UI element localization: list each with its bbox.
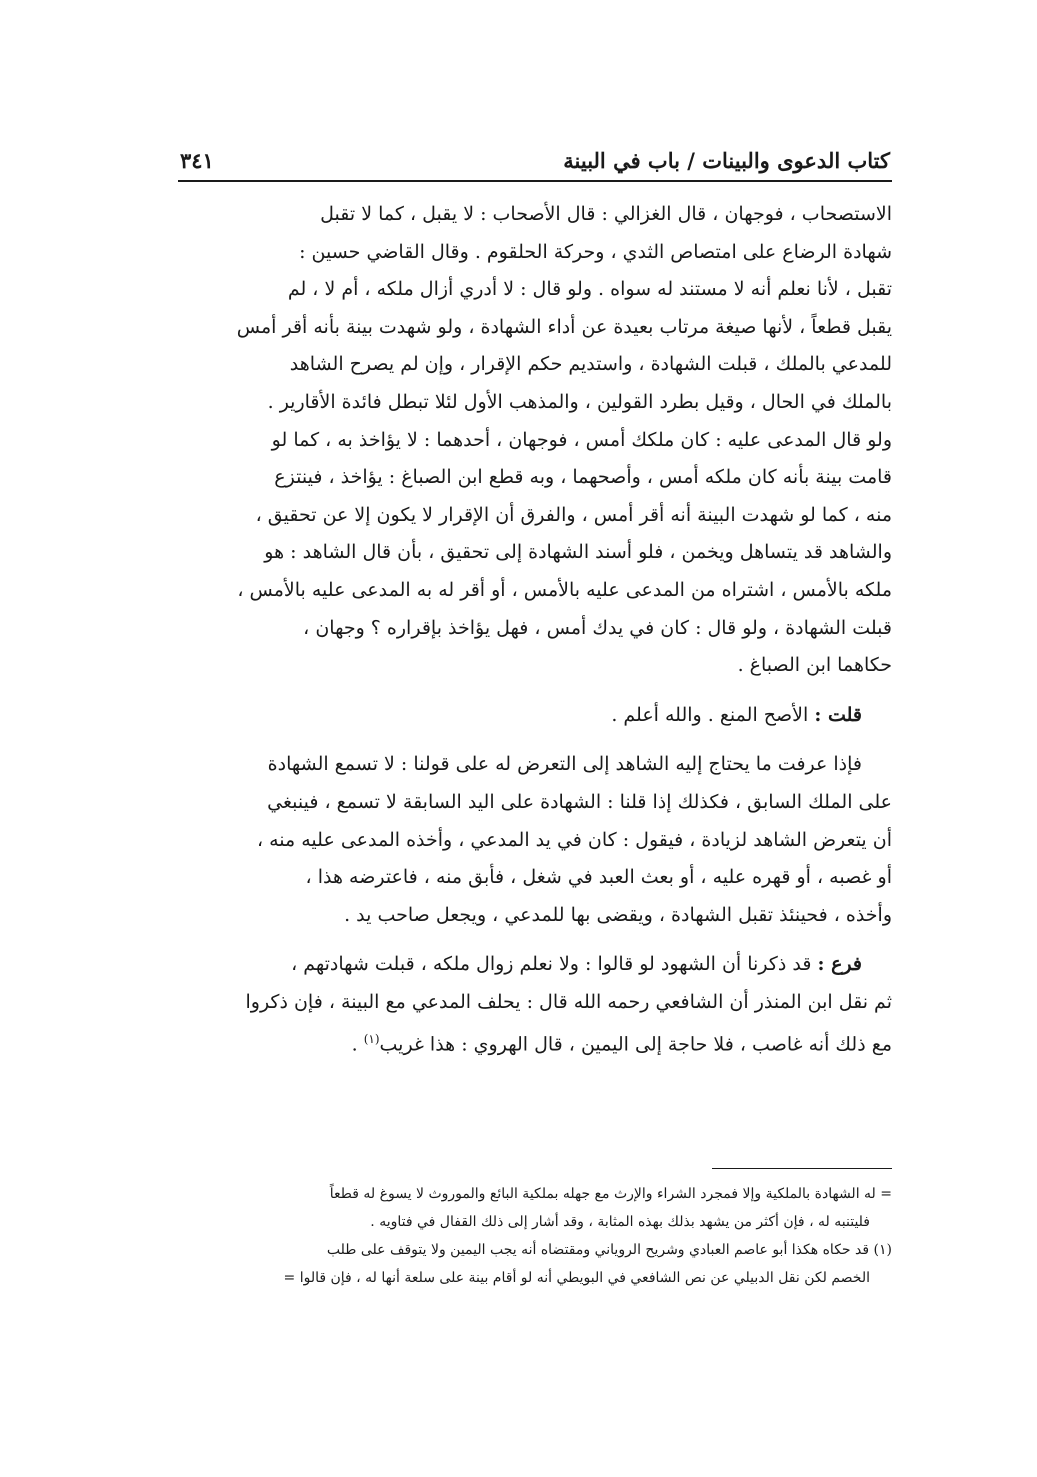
text-line	[178, 946, 892, 984]
paragraph-1	[178, 196, 892, 685]
last-line-end: .	[351, 1033, 364, 1056]
footnote-line: (١) قد حكاه هكذا أبو عاصم العبادي وشريح الروياني ومقتضاه أنه يجب اليمين ولا يتوقف على طلب	[326, 1242, 892, 1258]
chapter-title: كتاب الدعوى والبينات / باب في البينة	[563, 147, 890, 173]
last-line-text: مع ذلك أنه غاصب ، فلا حاجة إلى اليمين ، قال الهروي : هذا غريب	[379, 1033, 892, 1056]
text-line: أو غصبه ، أو قهره عليه ، أو بعث العبد في شغل ، فأبق منه ، فاعترضه هذا ،	[305, 866, 892, 889]
header-divider	[178, 180, 892, 182]
text-line: أن يتعرض الشاهد لزيادة ، فيقول : كان في يد المدعي ، وأخذه المدعى عليه منه ،	[256, 828, 892, 851]
text-line: ولو قال المدعى عليه : كان ملكك أمس ، فوجهان ، أحدهما : لا يؤاخذ به ، كما لو	[271, 428, 892, 451]
main-text	[178, 196, 892, 1064]
text-line: يقبل قطعاً ، لأنها صيغة مرتاب بعيدة عن أداء الشهادة ، ولو شهدت بينة بأنه أقر أمس	[236, 315, 892, 338]
text-line: وأخذه ، فحينئذ تقبل الشهادة ، ويقضى بها للمدعي ، ويجعل صاحب يد .	[344, 903, 892, 926]
qult-label: قلت :	[814, 703, 862, 726]
text-line: قامت بينة بأنه كان ملكه أمس ، وأصحهما ، وبه قطع ابن الصباغ : يؤاخذ ، فينتزع	[274, 466, 892, 489]
footnote-ref[interactable]: (١)	[363, 1032, 380, 1047]
text-line: منه ، كما لو شهدت البينة أنه أقر أمس ، والفرق أن الإقرار لا يكون إلا عن تحقيق ،	[255, 503, 892, 526]
far-label: فرع :	[817, 953, 862, 976]
text-line: حكاهما ابن الصباغ .	[737, 654, 892, 677]
paragraph-gap	[178, 734, 892, 746]
text-line: ثم نقل ابن المنذر أن الشافعي رحمه الله قال : يحلف المدعي مع البينة ، فإن ذكروا	[245, 990, 892, 1013]
paragraph-qult	[178, 697, 892, 735]
page-number: ٣٤١	[180, 147, 214, 173]
footnote-divider	[712, 1168, 892, 1169]
running-header	[180, 140, 890, 180]
text-line: ملكه بالأمس ، اشتراه من المدعى عليه بالأمس ، أو أقر له به المدعى عليه بالأمس ،	[237, 578, 892, 601]
paragraph-far	[178, 946, 892, 1064]
far-text: قد ذكرنا أن الشهود لو قالوا : ولا نعلم زوال ملكه ، قبلت شهادتهم ،	[291, 953, 812, 976]
text-line: قبلت الشهادة ، ولو قال : كان في يدك أمس ، فهل يؤاخذ بإقراره ؟ وجهان ،	[303, 616, 892, 639]
text-line: الاستصحاب ، فوجهان ، قال الغزالي : قال الأصحاب : لا يقبل ، كما لا تقبل	[320, 203, 892, 225]
text-line: للمدعي بالملك ، قبلت الشهادة ، واستديم حكم الإقرار ، وإن لم يصرح الشاهد	[289, 353, 892, 376]
text-line: على الملك السابق ، فكذلك إذا قلنا : الشهادة على اليد السابقة لا تسمع ، فينبغي	[267, 790, 892, 813]
footnote-line: الخصم لكن نقل الدبيلي عن نص الشافعي في البويطي أنه لو أقام بينة على سلعة أنها له ، فإن قالوا =	[283, 1270, 870, 1286]
footnotes	[170, 1180, 892, 1292]
qult-text: الأصح المنع . والله أعلم .	[611, 703, 809, 726]
footnote-line: فليتنبه له ، فإن أكثر من يشهد بذلك بهذه المثابة ، وقد أشار إلى ذلك القفال في فتاويه .	[370, 1214, 870, 1230]
text-line	[178, 1021, 892, 1064]
paragraph-gap	[178, 685, 892, 697]
paragraph-gap	[178, 934, 892, 946]
text-line: بالملك في الحال ، وقيل بطرد القولين ، والمذهب الأول لئلا تبطل فائدة الأقارير .	[267, 390, 892, 413]
text-line: تقبل ، لأنا نعلم أنه لا مستند له سواه . ولو قال : لا أدري أزال ملكه ، أم لا ، لم	[287, 278, 892, 301]
text-line: والشاهد قد يتساهل ويخمن ، فلو أسند الشهادة إلى تحقيق ، بأن قال الشاهد : هو	[264, 541, 892, 564]
text-line: فإذا عرفت ما يحتاج إليه الشاهد إلى التعرض له على قولنا : لا تسمع الشهادة	[267, 753, 862, 776]
text-line	[178, 697, 862, 735]
text-line: شهادة الرضاع على امتصاص الثدي ، وحركة الحلقوم . وقال القاضي حسين :	[299, 240, 892, 263]
footnote-line: = له الشهادة بالملكية وإلا فمجرد الشراء والإرث مع جهله بملكية البائع والموروث لا يسوغ له قطعاً	[329, 1186, 892, 1202]
paragraph-3	[178, 746, 892, 934]
